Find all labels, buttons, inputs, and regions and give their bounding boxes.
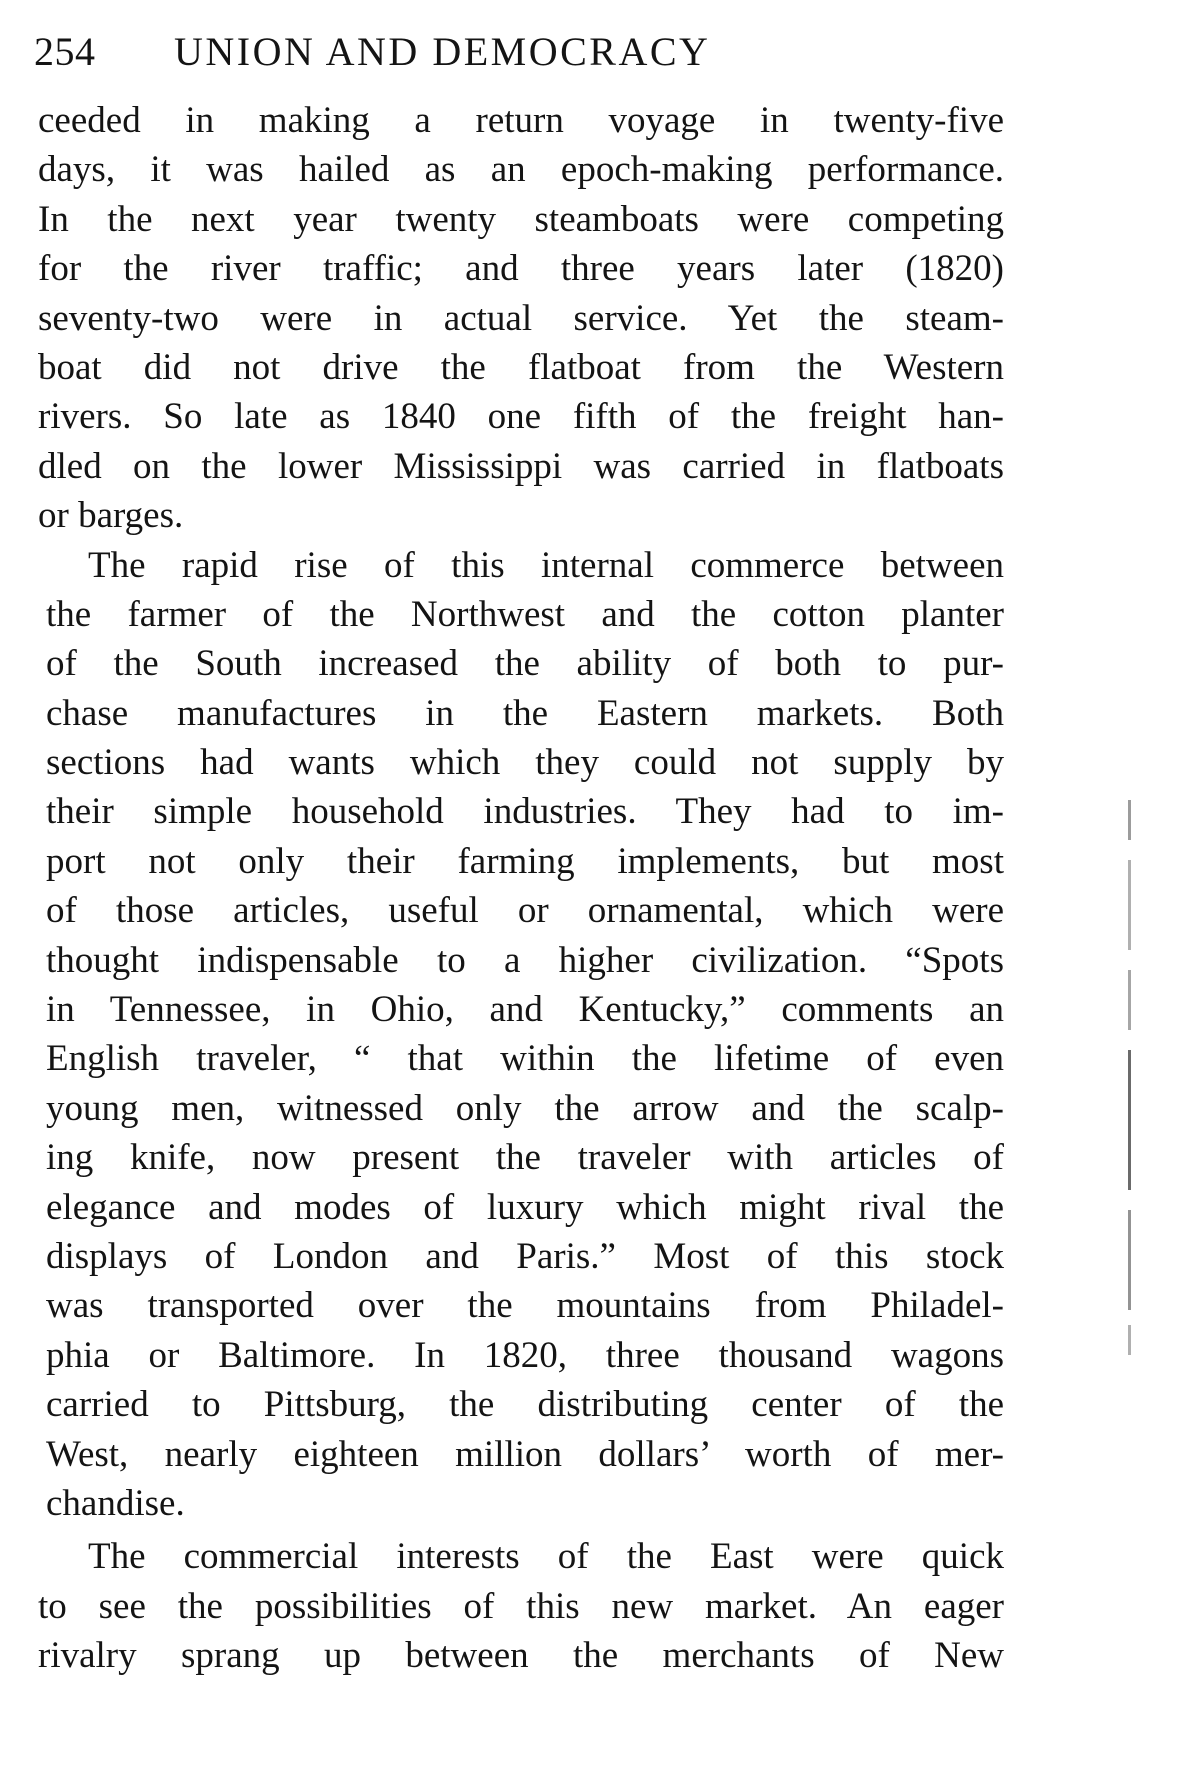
running-head-title: UNION AND DEMOCRACY: [174, 29, 711, 74]
text-line: young men, witnessed only the arrow and the scalp-: [46, 1087, 1004, 1129]
text-line: ceeded in making a return voyage in twenty-five: [38, 100, 1004, 141]
page-number: 254: [34, 29, 96, 74]
text-line: English traveler, “ that within the lifetime of even: [46, 1038, 1004, 1080]
text-line: The rapid rise of this internal commerce between: [88, 544, 1004, 586]
text-line: In the next year twenty steamboats were competing: [38, 198, 1004, 240]
text-line: was transported over the mountains from Philadel-: [46, 1285, 1004, 1327]
paragraph-1: [38, 96, 1004, 541]
text-line: seventy-two were in actual service. Yet the steam-: [38, 297, 1004, 339]
text-line: of those articles, useful or ornamental, which were: [46, 890, 1004, 932]
text-line: thought indispensable to a higher civilization. “Spots: [46, 939, 1004, 981]
text-line: to see the possibilities of this new market. An eager: [38, 1585, 1004, 1627]
text-line: displays of London and Paris.” Most of this stock: [46, 1235, 1004, 1277]
text-line: West, nearly eighteen million dollars’ worth of mer-: [46, 1433, 1004, 1475]
text-line: elegance and modes of luxury which might rival the: [46, 1186, 1004, 1228]
text-line: their simple household industries. They had to im-: [46, 791, 1004, 833]
text-line: phia or Baltimore. In 1820, three thousand wagons: [46, 1334, 1004, 1376]
paragraph-2: [46, 541, 1004, 1529]
text-line: rivers. So late as 1840 one fifth of the freight han-: [38, 396, 1004, 438]
text-line: The commercial interests of the East were quick: [88, 1536, 1004, 1578]
text-line: ing knife, now present the traveler with articles of: [46, 1137, 1004, 1179]
body-text: [38, 96, 1004, 1681]
text-line: carried to Pittsburg, the distributing center of the: [46, 1384, 1004, 1426]
paragraph-3: [38, 1532, 1004, 1680]
text-line: the farmer of the Northwest and the cotton planter: [46, 593, 1004, 635]
text-line: or barges.: [38, 495, 184, 537]
text-line: rivalry sprang up between the merchants of New: [38, 1635, 1004, 1677]
text-line: for the river traffic; and three years later (1820): [38, 248, 1004, 290]
binding-gutter-marks: [1125, 800, 1135, 1360]
text-line: boat did not drive the flatboat from the Western: [38, 346, 1004, 388]
text-line: of the South increased the ability of both to pur-: [46, 643, 1004, 685]
text-line: port not only their farming implements, but most: [46, 840, 1004, 882]
text-line: sections had wants which they could not supply by: [46, 742, 1004, 784]
running-head: [34, 22, 934, 82]
text-line: dled on the lower Mississippi was carried in flatboats: [38, 445, 1004, 487]
text-line: chase manufactures in the Eastern markets. Both: [46, 692, 1004, 734]
text-line: in Tennessee, in Ohio, and Kentucky,” comments an: [46, 989, 1004, 1031]
text-line: chandise.: [46, 1482, 185, 1524]
text-line: days, it was hailed as an epoch-making performance.: [38, 149, 1004, 191]
